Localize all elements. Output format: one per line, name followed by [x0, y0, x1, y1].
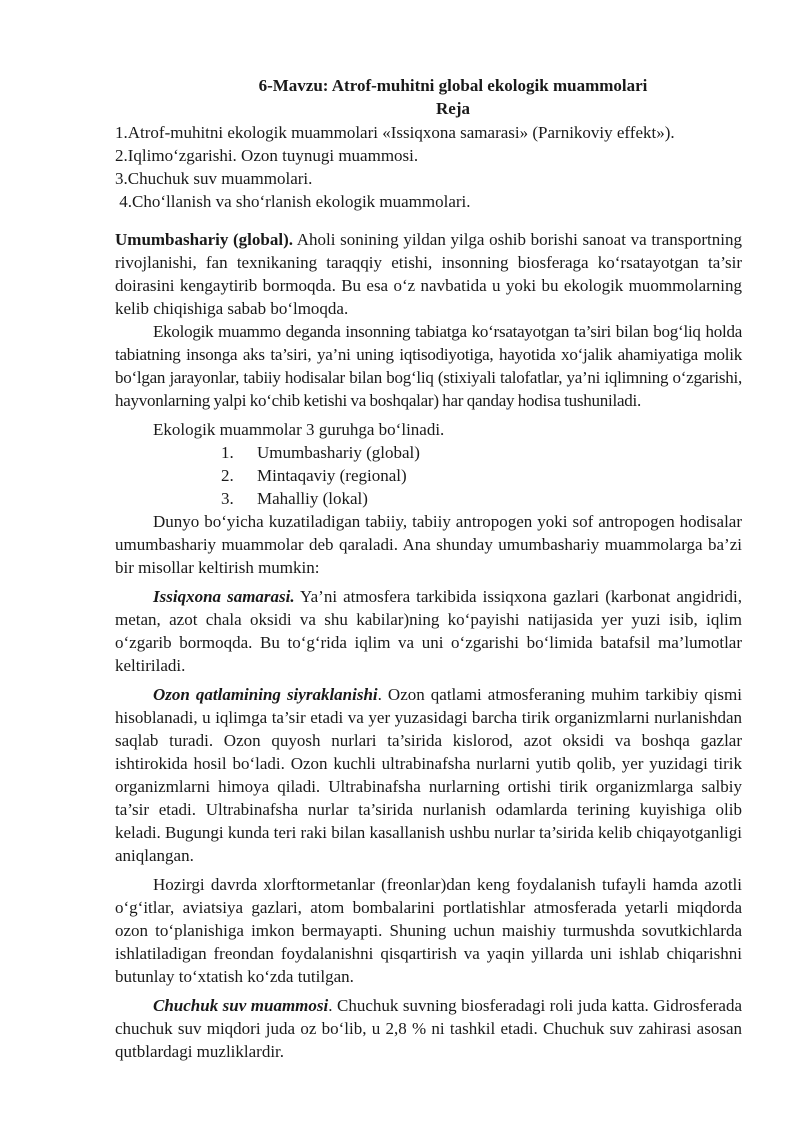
list-item [115, 441, 742, 464]
paragraph-lead: Issiqxona samarasi. [153, 587, 295, 606]
paragraph-text: . Chuchuk suvning biosferadagi roli juda katta. Gidrosferada chuchuk suv miqdori juda oz bo‘lib, u 2,8 % ni tashkil etadi. Chuchuk suv zahirasi asosan qutblardagi muzliklardir. [115, 996, 742, 1061]
paragraph-text: Aholi sonining yildan yilga oshib borishi sanoat va transportning rivojlanishi, fan texnikaning taraqqiy etishi, insonning biosferaga ko‘rsatayotgan ta’sir doirasini kengaytirib bormoqda. Bu esa o‘z navbatida u yoki bu ekologik muommolarning kelib chiqishiga sabab bo‘lmoqda. [115, 230, 742, 318]
paragraph-text: . Ozon qatlami atmosferaning muhim tarkibiy qismi hisoblanadi, u iqlimga ta’sir etadi va yer yuzasidagi barcha tirik organizmlarni nurlanishdan saqlab turadi. Ozon quyosh nurlari ta’sirida kislorod, azot oksidi va boshqa gazlar ishtirokida hosil bo‘ladi. Ozon kuchli ultrabinafsha nurlarni yutib qolib, yer yuzidagi tirik organizmlarni himoya qiladi. Ultrabinafsha nurlarning ortishi tirik organizmlarga salbiy ta’sir etadi. Ultrabinafsha nurlar ta’sirida nurlanish odamlarda terining kuyishiga olib keladi. Bugungi kunda teri raki bilan kasallanish ushbu nurlar ta’sirida kelib chiqayotganligi aniqlangan. [115, 685, 742, 865]
paragraph-fresh-water [115, 994, 742, 1063]
list-item [115, 464, 742, 487]
plan-item: 1.Atrof-muhitni ekologik muammolari «Issiqxona samarasi» (Parnikoviy effekt»). [115, 123, 675, 142]
paragraph-groups-intro: Ekologik muammolar 3 guruhga bo‘linadi. [153, 420, 445, 439]
paragraph-lead: Chuchuk suv muammosi [153, 996, 329, 1015]
groups-list [115, 441, 742, 510]
plan-item: 3.Chuchuk suv muammolari. [115, 169, 313, 188]
paragraph-global [115, 228, 742, 320]
paragraph-lead: Umumbashariy (global). [115, 230, 293, 249]
plan-item: 4.Cho‘llanish va sho‘rlanish ekologik muammolari. [115, 192, 471, 211]
list-item [115, 487, 742, 510]
page-title: 6-Mavzu: Atrof-muhitni global ekologik muammolari [258, 76, 648, 95]
plan-item: 2.Iqlimo‘zgarishi. Ozon tuynugi muammosi. [115, 146, 419, 165]
paragraph-greenhouse [115, 585, 742, 677]
list-label: Mintaqaviy (regional) [257, 466, 407, 485]
paragraph-lead: Ozon qatlamining siyraklanishi [153, 685, 378, 704]
paragraph-text: Ya’ni atmosfera tarkibida issiqxona gazlari (karbonat angidridi, metan, azot chala oksidi va shu kabilar)ning ko‘payishi natijasida yer yuzi isib, iqlim o‘zgarib bormoqda. Bu to‘g‘rida iqlim va uni o‘zgarishi bo‘limida batafsil ma’lumotlar keltiriladi. [115, 587, 742, 675]
paragraph-global-phenomena: Dunyo bo‘yicha kuzatiladigan tabiiy, tabiiy antropogen yoki sof antropogen hodisalar umumbashariy muammolar deb qaraladi. Ana shunday umumbashariy muammolarga ba’zi bir misollar keltirish mumkin: [115, 512, 742, 577]
list-number: 3. [221, 489, 234, 508]
list-number: 1. [221, 443, 234, 462]
paragraph-ozone [115, 683, 742, 867]
plan-list [115, 121, 755, 213]
list-label: Mahalliy (lokal) [257, 489, 368, 508]
page-subtitle: Reja [436, 99, 470, 118]
paragraph-freon: Hozirgi davrda xlorftormetanlar (freonlar)dan keng foydalanish tufayli hamda azotli o‘g‘itlar, aviatsiya gazlari, atom bombalarini portlatishlar atmosferada yetarli miqdorda ozon to‘planishiga imkon bermayapti. Shuning uchun maishiy turmushda sovutkichlarda ishlatiladigan freondan foydalanishni qisqartirish va yaqin yillarda uni ishlab chiqarishni butunlay to‘xtatish ko‘zda tutilgan. [115, 875, 742, 986]
list-label: Umumbashariy (global) [257, 443, 420, 462]
document-body [115, 228, 742, 1063]
list-number: 2. [221, 466, 234, 485]
paragraph-definition: Ekologik muammo deganda insonning tabiatga ko‘rsatayotgan ta’siri bilan bog‘liq holda tabiatning insonga aks ta’siri, ya’ni uning iqtisodiyotiga, hayotida xo‘jalik ahamiyatiga molik bo‘lgan jarayonlar, tabiiy hodisalar bilan bog‘liq (stixiyali talofatlar, ya’ni iqlimning o‘zgarishi, hayvonlarning yalpi ko‘chib ketishi va boshqalar) har qanday hodisa tushuniladi. [115, 322, 742, 410]
